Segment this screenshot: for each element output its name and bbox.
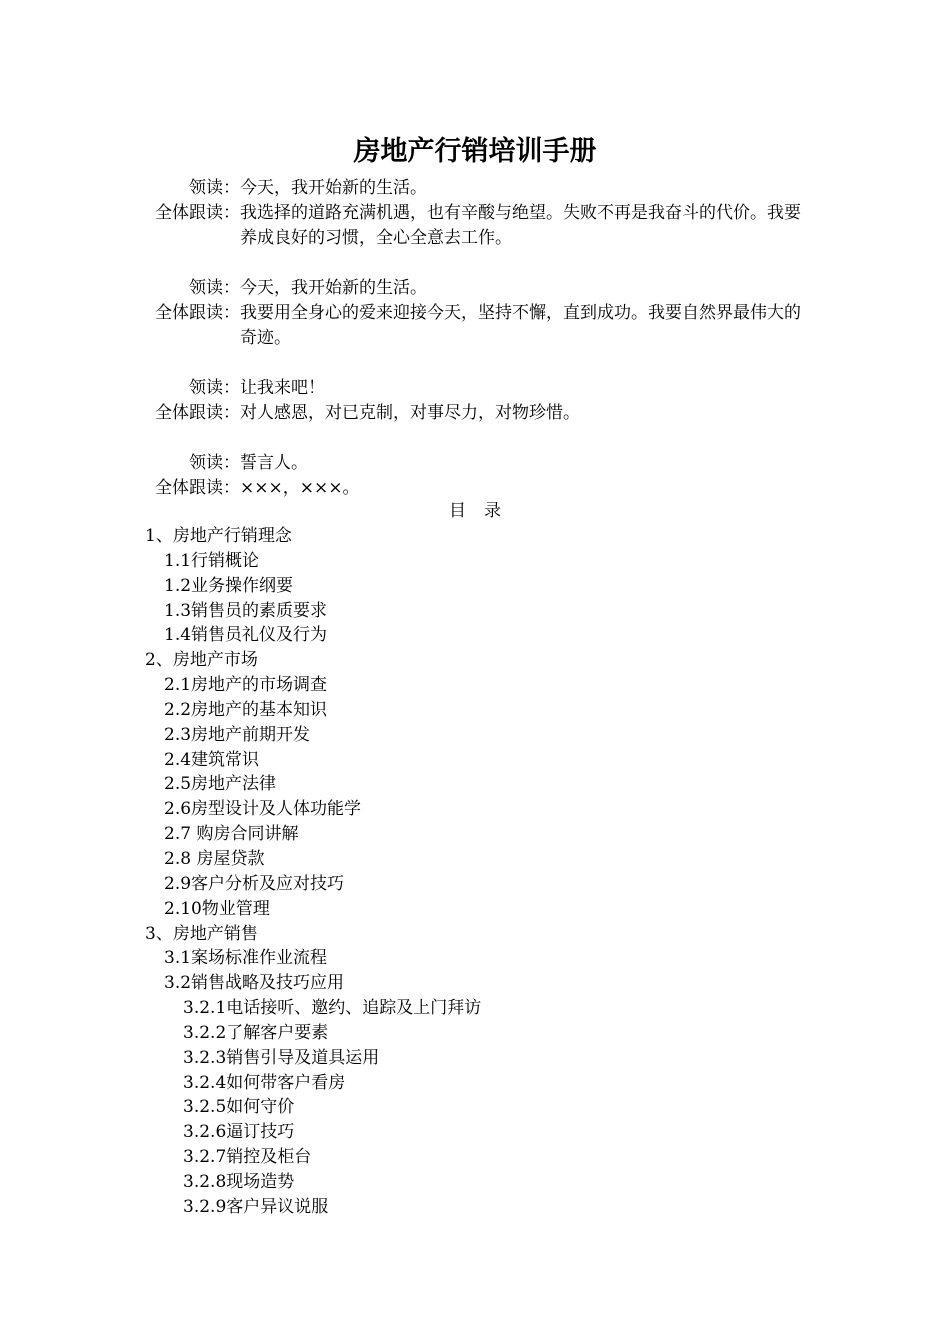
oath-text: ×××，×××。 (240, 478, 360, 498)
oath-line (140, 276, 820, 301)
oath-label: 领读： (189, 178, 240, 198)
oath-label: 全体跟读： (155, 478, 240, 498)
toc-item-level-3: 3.2.7销控及柜台 (183, 1147, 312, 1168)
oath-line (140, 176, 820, 201)
oath-text: 对人感恩，对已克制，对事尽力，对物珍惜。 (240, 403, 580, 423)
oath-text: 让我来吧！ (240, 378, 325, 398)
oath-text: 我要用全身心的爱来迎接今天，坚持不懈，直到成功。我要自然界最伟大的奇迹。 (240, 303, 801, 348)
toc-item-level-2: 2.5房地产法律 (164, 774, 277, 795)
oath-line (140, 376, 820, 401)
toc-item-level-2: 2.10物业管理 (164, 898, 270, 919)
oath-label: 全体跟读： (155, 403, 240, 423)
oath-spacer (140, 426, 820, 451)
toc-item-level-3: 3.2.8现场造势 (183, 1171, 295, 1192)
toc-item-level-3: 3.2.3销售引导及道具运用 (183, 1047, 380, 1068)
toc-item-level-2: 2.3房地产前期开发 (164, 724, 311, 745)
toc-item-level-2: 2.8 房屋贷款 (164, 848, 265, 869)
document-title: 房地产行销培训手册 (353, 136, 597, 167)
toc-item-level-2: 1.3销售员的素质要求 (164, 600, 328, 621)
oath-text: 今天，我开始新的生活。 (240, 278, 427, 298)
oath-line (140, 476, 820, 501)
oath-line (140, 301, 820, 351)
oath-label: 领读： (189, 453, 240, 473)
toc-item-level-1: 1、房地产行销理念 (145, 526, 292, 546)
toc-item-level-2: 3.2销售战略及技巧应用 (164, 973, 345, 994)
toc-item-level-1: 2、房地产市场 (145, 650, 258, 671)
toc-item-level-2: 2.7 购房合同讲解 (164, 824, 299, 845)
toc-item-level-3: 3.2.6逼订技巧 (183, 1122, 295, 1143)
oath-section (140, 176, 820, 501)
toc-item-level-2: 1.4销售员礼仪及行为 (164, 625, 328, 646)
toc-item-level-2: 3.1案场标准作业流程 (164, 948, 328, 969)
oath-spacer (140, 251, 820, 276)
toc-heading: 目录 (449, 501, 519, 521)
oath-label: 全体跟读： (155, 303, 240, 323)
oath-label: 领读： (189, 278, 240, 298)
toc-item-level-2: 2.1房地产的市场调查 (164, 675, 328, 696)
toc-item-level-3: 3.2.5如何守价 (183, 1097, 295, 1118)
toc-item-level-2: 2.6房型设计及人体功能学 (164, 799, 362, 820)
oath-label: 全体跟读： (155, 203, 240, 223)
oath-line (140, 201, 820, 251)
oath-line (140, 451, 820, 476)
toc-item-level-3: 3.2.9客户异议说服 (183, 1196, 329, 1217)
toc-item-level-2: 2.4建筑常识 (164, 749, 260, 770)
oath-text: 今天，我开始新的生活。 (240, 178, 427, 198)
toc-item-level-2: 1.1行销概论 (164, 550, 260, 571)
toc-item-level-2: 2.2房地产的基本知识 (164, 699, 328, 720)
toc-item-level-3: 3.2.4如何带客户看房 (183, 1072, 346, 1093)
toc-item-level-3: 3.2.2了解客户要素 (183, 1022, 329, 1043)
toc-item-level-2: 2.9客户分析及应对技巧 (164, 873, 345, 894)
oath-line (140, 401, 820, 426)
toc-item-level-2: 1.2业务操作纲要 (164, 575, 294, 596)
toc-item-level-3: 3.2.1电话接听、邀约、追踪及上门拜访 (183, 998, 482, 1019)
toc-item-level-1: 3、房地产销售 (145, 923, 258, 944)
oath-text: 我选择的道路充满机遇，也有辛酸与绝望。失败不再是我奋斗的代价。我要养成良好的习惯，全心全意去工作。 (240, 203, 801, 248)
table-of-contents (140, 524, 820, 1220)
oath-text: 誓言人。 (240, 453, 308, 473)
oath-label: 领读： (189, 378, 240, 398)
oath-spacer (140, 351, 820, 376)
